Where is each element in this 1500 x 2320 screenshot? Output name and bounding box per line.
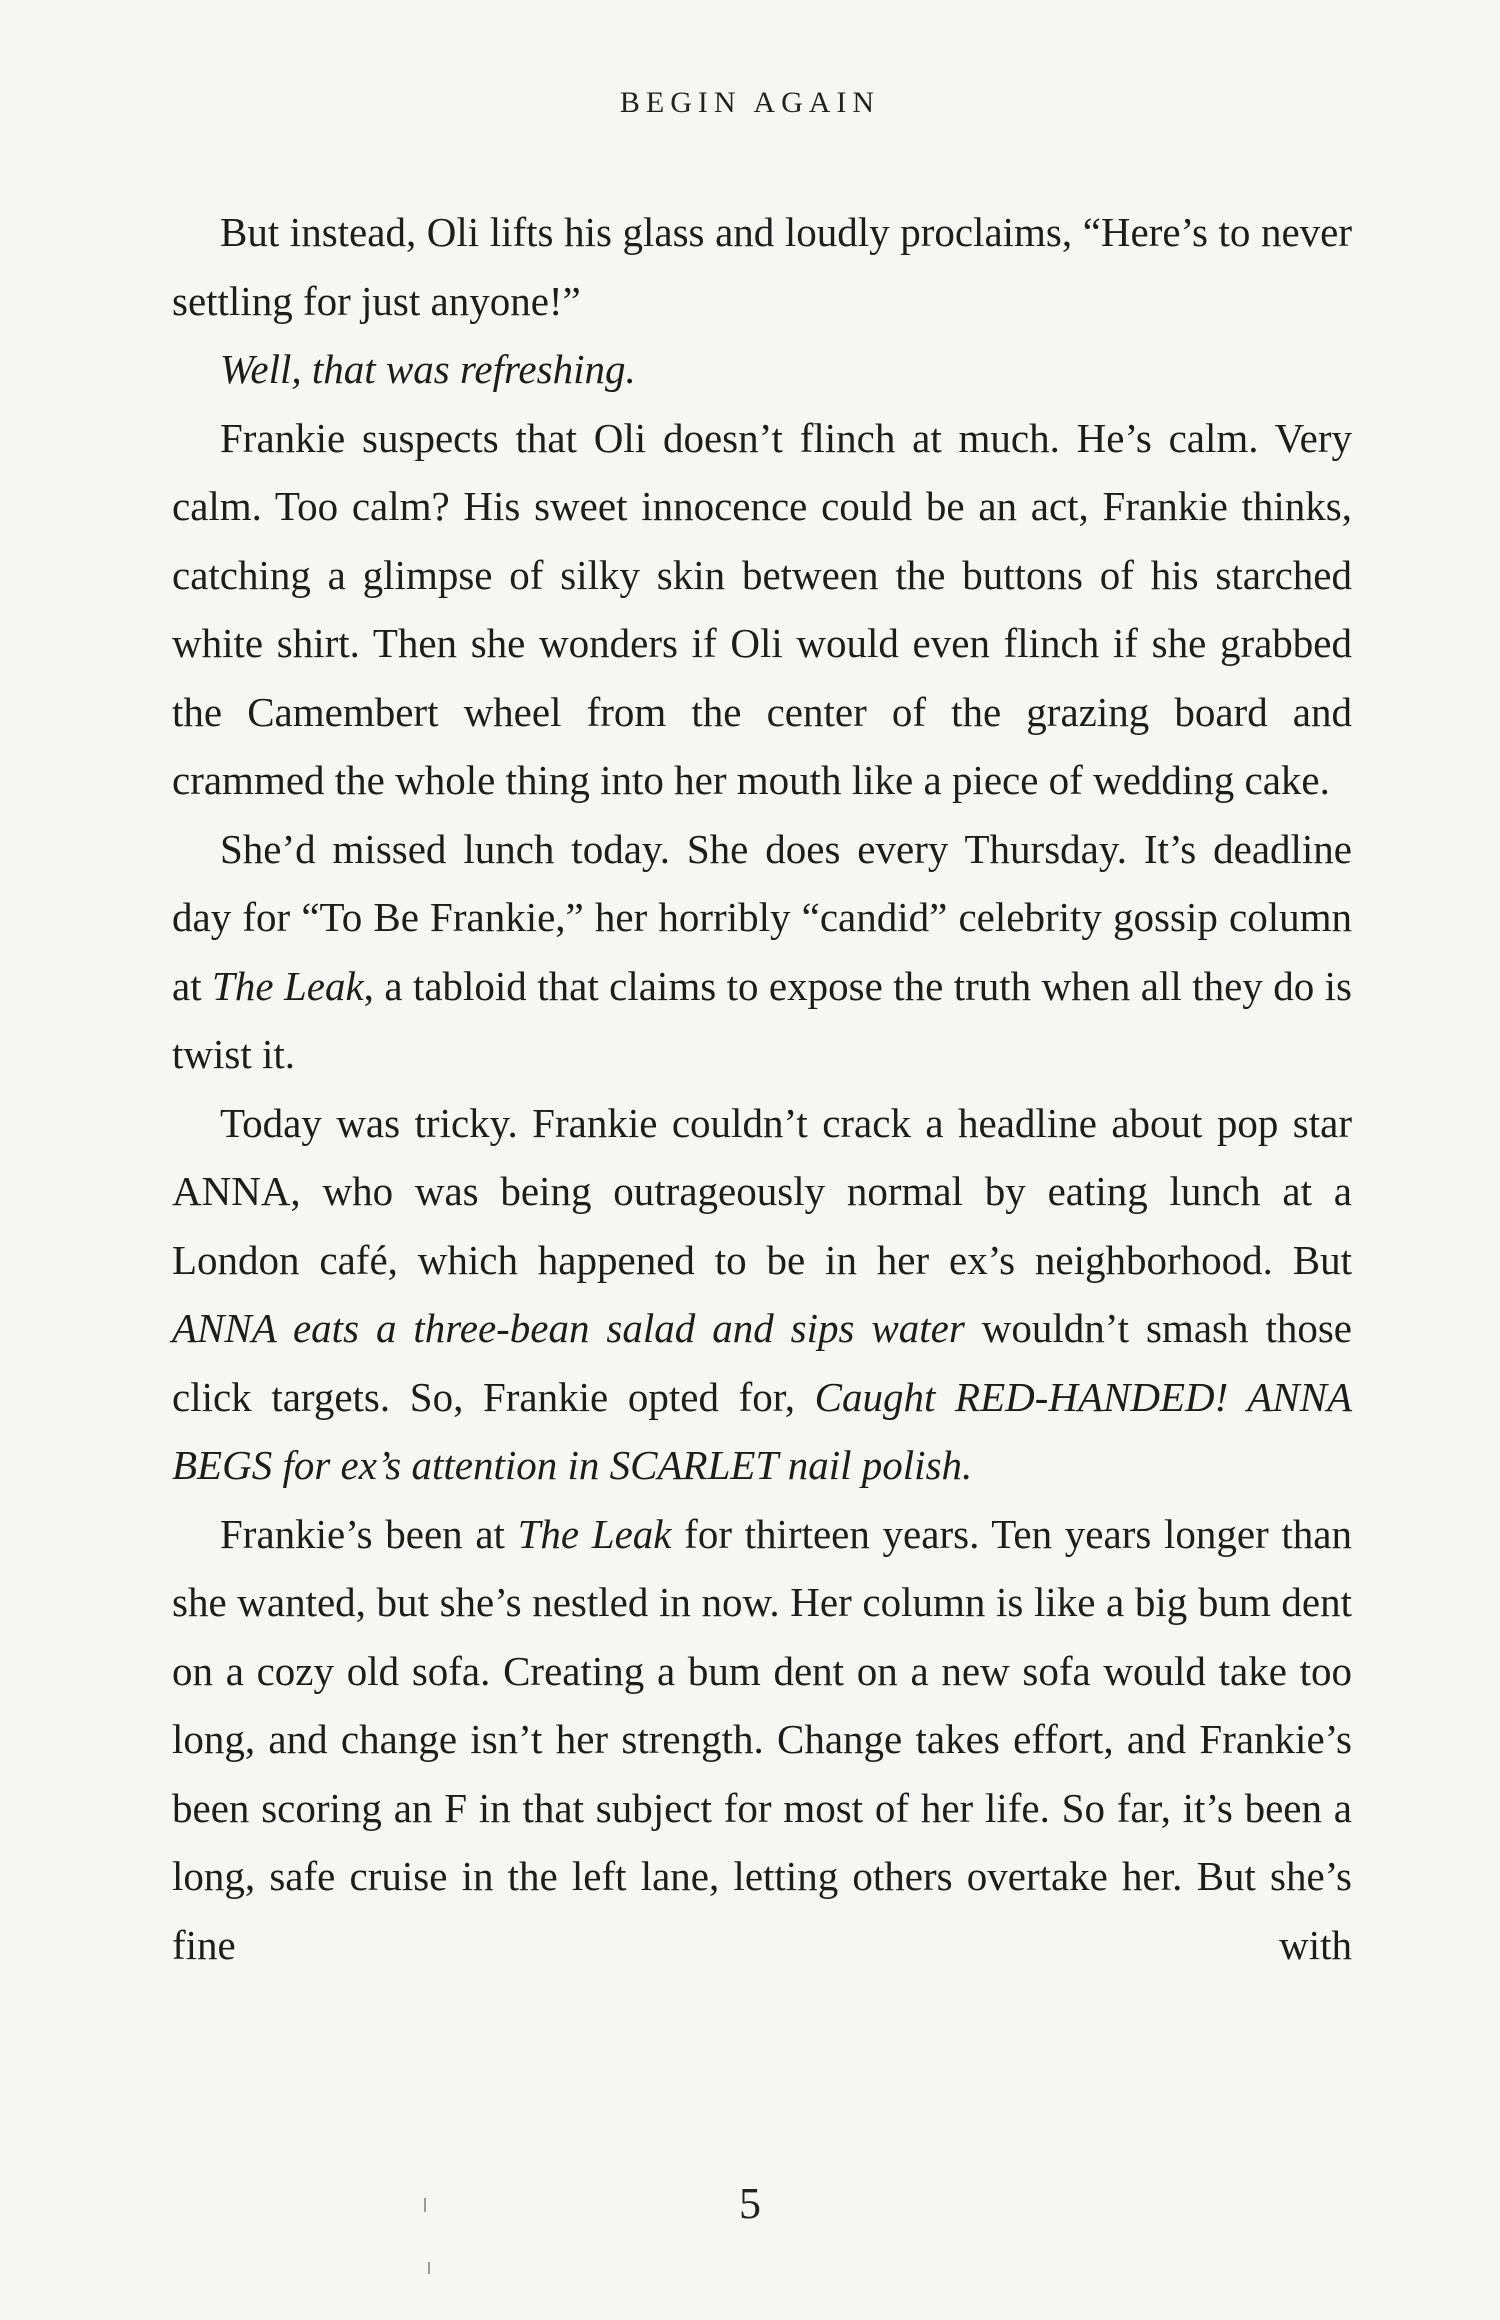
running-head: BEGIN AGAIN (619, 86, 881, 119)
paragraph-5-text-c: wouldn’t smash those click targets. So, Frankie opted for, (172, 1305, 1352, 1420)
page-number: 5 (739, 2179, 761, 2228)
paragraph-6-text-a: Frankie’s been at (220, 1510, 518, 1557)
body-text (172, 198, 1352, 1979)
paragraph-4-text-c: , a tabloid that claims to expose the truth when all they do is twist it. (172, 962, 1352, 1077)
paragraph-2 (172, 335, 1352, 404)
scan-mark (424, 2198, 426, 2212)
paragraph-1: But instead, Oli lifts his glass and loudly proclaims, “Here’s to never settling for just anyone!” (172, 209, 1352, 324)
headline-idea: ANNA eats a three-bean salad and sips water (172, 1305, 965, 1351)
publication-title: The Leak (212, 962, 364, 1009)
publication-title: The Leak (517, 1510, 672, 1557)
scan-mark (428, 2262, 430, 2274)
paragraph-4 (172, 815, 1352, 1089)
paragraph-6-text-c: for thirteen years. Ten years longer than she wanted, but she’s nestled in now. Her column is like a big bum dent on a cozy old sofa. Creating a bum dent on a new sofa would take too long, and change isn’t her strength. Change takes effort, and Frankie’s been scoring an F in that subject for most of her life. So far, it’s been a long, safe cruise in the left lane, letting others overtake her. But she’s fine with (172, 1510, 1353, 1968)
paragraph-3: Frankie suspects that Oli doesn’t flinch at much. He’s calm. Very calm. Too calm? His sweet innocence could be an act, Frankie thinks, catching a glimpse of silky skin between the buttons of his starched white shirt. Then she wonders if Oli would even flinch if she grabbed the Camembert wheel from the center of the grazing board and crammed the whole thing into her mouth like a piece of wedding cake. (172, 414, 1352, 803)
paragraph-5-text-a: Today was tricky. Frankie couldn’t crack a headline about pop star ANNA, who was being outrageously normal by eating lunch at a London café, which happened to be in her ex’s neighborhood. But (172, 1099, 1352, 1283)
paragraph-4-text-a: She’d missed lunch today. She does every Thursday. It’s deadline day for “To Be Frankie,” her horribly “candid” celebrity gossip column at (172, 825, 1352, 1009)
paragraph-6 (172, 1500, 1352, 1980)
chosen-headline: Caught RED-HANDED! ANNA BEGS for ex’s attention in SCARLET nail polish. (172, 1373, 1352, 1488)
italic-thought: Well, that was refreshing. (220, 346, 636, 392)
paragraph-5 (172, 1089, 1352, 1500)
